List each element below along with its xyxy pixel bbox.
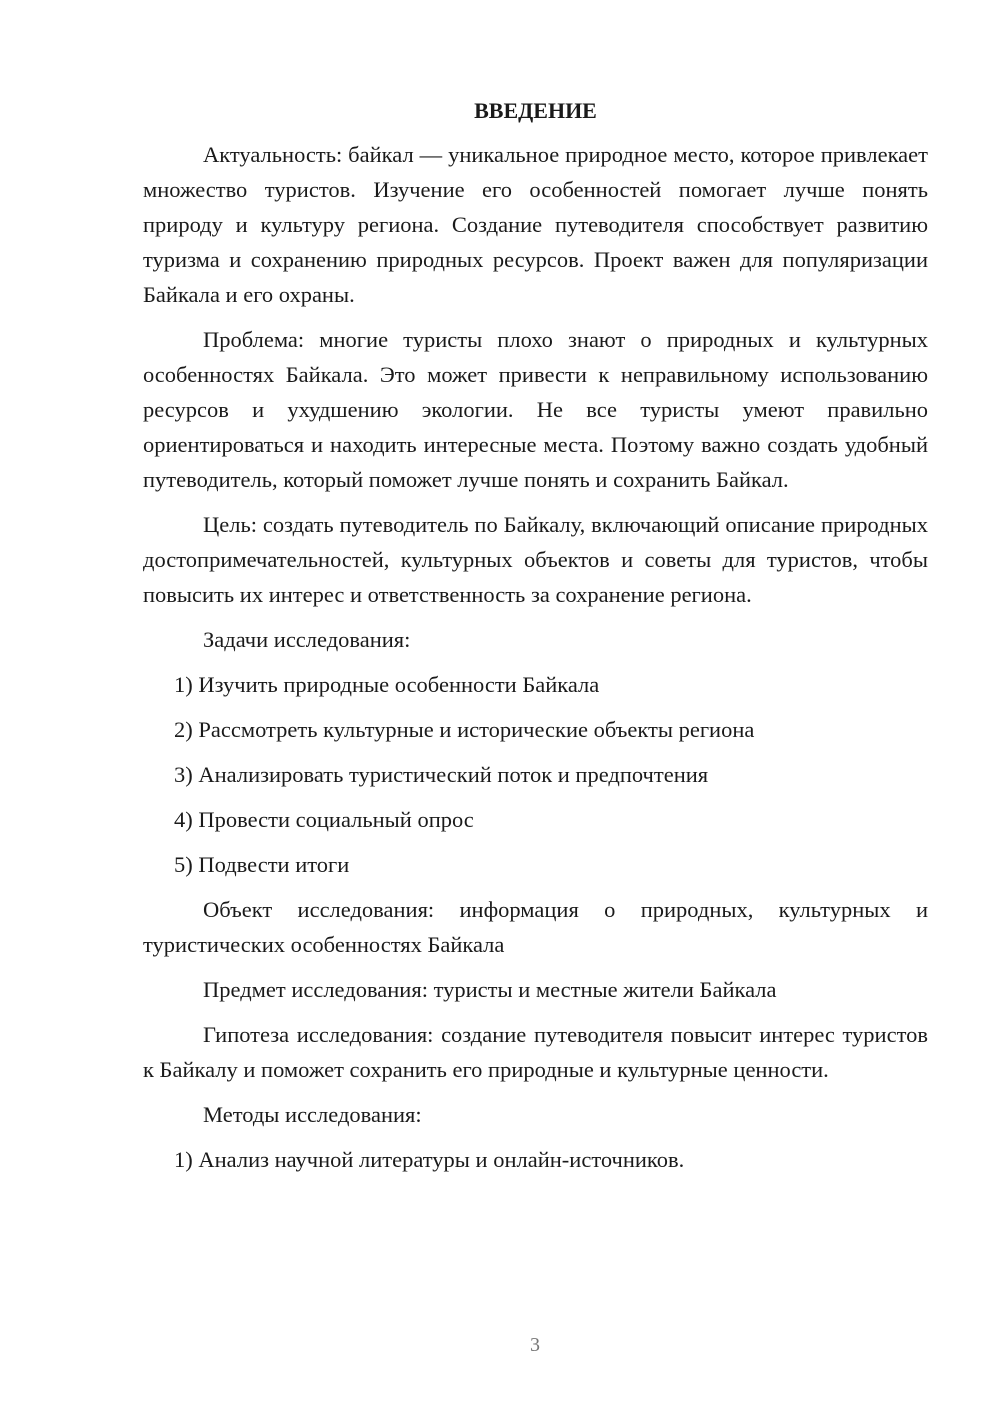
methods-list (143, 1142, 928, 1177)
hypothesis-paragraph: Гипотеза исследования: создание путеводителя повысит интерес туристов к Байкалу и поможет сохранить его природные и культурные ценности. (143, 1022, 928, 1082)
subject-paragraph: Предмет исследования: туристы и местные жители Байкала (203, 977, 777, 1002)
list-item: 1) Анализ научной литературы и онлайн-источников. (174, 1147, 685, 1172)
goal-paragraph: Цель: создать путеводитель по Байкалу, включающий описание природных достопримечательностей, культурных объектов и советы для туристов, чтобы повысить их интерес и ответственность за сохранение региона. (143, 512, 928, 607)
list-item: 2) Рассмотреть культурные и исторические объекты региона (174, 717, 755, 742)
list-item: 1) Изучить природные особенности Байкала (174, 672, 600, 697)
relevance-paragraph: Актуальность: байкал — уникальное природное место, которое привлекает множество туристов. Изучение его особенностей помогает лучше понять природу и культуру региона. Создание путеводителя способствует развитию туризма и сохранению природных ресурсов. Проект важен для популяризации Байкала и его охраны. (143, 142, 928, 307)
list-item: 5) Подвести итоги (174, 852, 350, 877)
document-page (143, 96, 928, 1187)
list-item: 4) Провести социальный опрос (174, 807, 474, 832)
page-title: ВВЕДЕНИЕ (474, 98, 597, 123)
page-number: 3 (530, 1334, 540, 1356)
tasks-list (143, 667, 928, 882)
problem-paragraph: Проблема: многие туристы плохо знают о природных и культурных особенностях Байкала. Это может привести к неправильному использованию ресурсов и ухудшению экологии. Не все туристы умеют правильно ориентироваться и находить интересные места. Поэтому важно создать удобный путеводитель, который поможет лучше понять и сохранить Байкал. (143, 327, 928, 492)
list-item: 3) Анализировать туристический поток и предпочтения (174, 762, 709, 787)
object-paragraph: Объект исследования: информация о природных, культурных и туристических особенностях Байкала (143, 897, 928, 957)
tasks-heading: Задачи исследования: (203, 627, 411, 652)
methods-heading: Методы исследования: (203, 1102, 422, 1127)
